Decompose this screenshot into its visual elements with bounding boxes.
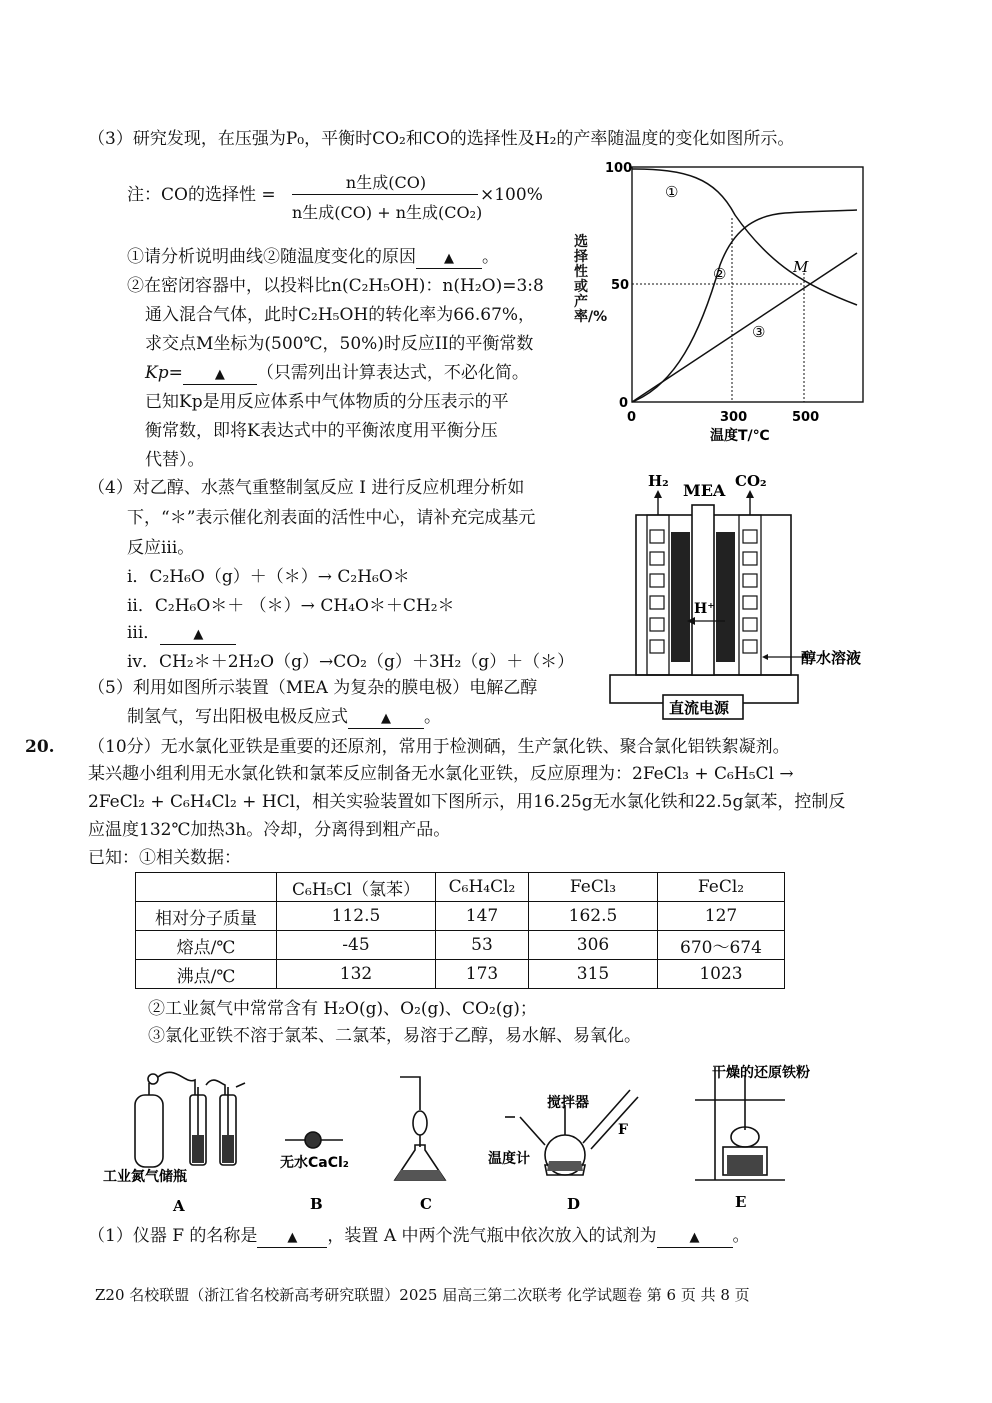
anode-answer-blank[interactable]: ▲ bbox=[348, 710, 424, 729]
label-thermometer: 温度计 bbox=[488, 1151, 530, 1167]
q20-number: 20. bbox=[25, 737, 55, 757]
table-cell: 670～674 bbox=[658, 931, 785, 960]
label-f: F bbox=[618, 1122, 628, 1138]
reaction-ii: ii．C₂H₆O＊＋ （＊）→ CH₄O＊＋CH₂＊ bbox=[127, 596, 455, 616]
curve-label-2: ② bbox=[713, 265, 727, 283]
table-cell: 熔点/℃ bbox=[136, 931, 277, 960]
membrane-left bbox=[671, 532, 690, 662]
apparatus-b bbox=[285, 1132, 343, 1148]
q20-1: （1）仪器 F 的名称是 ▲ ，装置 A 中两个洗气瓶中依次放入的试剂为 ▲ 。 bbox=[88, 1226, 750, 1246]
q4-l1: （4）对乙醇、水蒸气重整制氢反应 I 进行反应机理分析如 bbox=[88, 478, 525, 498]
table-row bbox=[136, 902, 785, 931]
fraction-times: ×100% bbox=[480, 185, 543, 205]
reaction-iii: iii． ▲ bbox=[127, 622, 236, 645]
f-name-blank[interactable]: ▲ bbox=[257, 1229, 327, 1248]
q5-l2: 制氢气，写出阳极电极反应式 ▲ 。 bbox=[127, 707, 441, 727]
letter-b: B bbox=[310, 1195, 323, 1213]
q3-sub2-l1: ②在密闭容器中，以投料比n(C₂H₅OH)：n(H₂O)=3:8 bbox=[127, 276, 544, 296]
reaction-iv: iv．CH₂＊＋2H₂O（g）→CO₂（g）＋3H₂（g）＋（＊） bbox=[127, 652, 575, 672]
q4-l3: 反应iii。 bbox=[127, 538, 195, 558]
electrolysis-cell bbox=[600, 470, 875, 725]
x-axis-label: 温度T/℃ bbox=[710, 428, 770, 444]
reagent-blank[interactable]: ▲ bbox=[657, 1229, 733, 1248]
apparatus-c bbox=[395, 1077, 445, 1180]
table-cell: 相对分子质量 bbox=[136, 902, 277, 931]
power-label: 直流电源 bbox=[669, 699, 730, 717]
letter-e: E bbox=[735, 1193, 747, 1211]
q3-note-prefix: 注：CO的选择性 = bbox=[127, 185, 276, 205]
ytick-50: 50 bbox=[611, 278, 630, 293]
mea-label: MEA bbox=[683, 481, 726, 500]
table-cell: 112.5 bbox=[277, 902, 436, 931]
ytick-100: 100 bbox=[605, 161, 633, 176]
known-2: ②工业氮气中常常含有 H₂O(g)、O₂(g)、CO₂(g)； bbox=[148, 999, 537, 1019]
answer-blank[interactable]: ▲ bbox=[416, 250, 482, 269]
q3-sub2-l4: Kp= ▲ （只需列出计算表达式，不必化简。 bbox=[145, 363, 529, 383]
co2-label: CO₂ bbox=[735, 472, 767, 490]
solution-label: 醇水溶液 bbox=[801, 649, 862, 667]
q3-sub2-l6: 衡常数，即将K表达式中的平衡浓度用平衡分压 bbox=[145, 421, 498, 441]
table-cell: FeCl₂ bbox=[658, 873, 785, 902]
label-e-text: 干燥的还原铁粉 bbox=[712, 1065, 810, 1081]
label-b-text: 无水CaCl₂ bbox=[280, 1155, 349, 1171]
table-cell: 127 bbox=[658, 902, 785, 931]
fraction-bar bbox=[292, 194, 478, 195]
q20-known: 已知：①相关数据： bbox=[88, 848, 241, 868]
label-a-text: 工业氮气储瓶 bbox=[103, 1169, 187, 1185]
letter-c: C bbox=[420, 1195, 432, 1213]
q3-sub2-l2: 通入混合气体，此时C₂H₅OH的转化率为66.67%， bbox=[145, 305, 536, 325]
table-cell: C₆H₅Cl（氯苯） bbox=[277, 873, 436, 902]
table-cell: 173 bbox=[436, 960, 529, 989]
table-row bbox=[136, 960, 785, 989]
page-footer: Z20 名校联盟（浙江省名校新高考研究联盟）2025 届高三第二次联考 化学试题卷 第 6 页 共 8 页 bbox=[95, 1286, 750, 1304]
membrane-right bbox=[716, 532, 735, 662]
data-table bbox=[135, 872, 785, 989]
fraction-numerator: n生成(CO) bbox=[345, 173, 427, 192]
q20-l4: 应温度132℃加热3h。冷却，分离得到粗产品。 bbox=[88, 820, 451, 840]
q3-sub2-l3: 求交点M坐标为(500℃，50%)时反应II的平衡常数 bbox=[145, 334, 534, 354]
chart-frame bbox=[632, 167, 863, 402]
q5-l1: （5）利用如图所示装置（MEA 为复杂的膜电极）电解乙醇 bbox=[88, 678, 538, 698]
table-header-row bbox=[136, 873, 785, 902]
label-stirrer: 搅拌器 bbox=[547, 1095, 589, 1111]
ytick-0: 0 bbox=[619, 396, 629, 411]
curve-label-1: ① bbox=[665, 183, 679, 201]
table-cell: 53 bbox=[436, 931, 529, 960]
fraction-denominator: n生成(CO) + n生成(CO₂) bbox=[292, 203, 483, 222]
table-cell: 306 bbox=[529, 931, 658, 960]
q20-l1: （10分）无水氯化亚铁是重要的还原剂，常用于检测硒，生产氯化铁、聚合氯化铝铁絮凝剂。 bbox=[88, 737, 790, 757]
xtick-0: 0 bbox=[627, 410, 637, 425]
table-cell: 315 bbox=[529, 960, 658, 989]
curve-3 bbox=[632, 253, 857, 402]
mea-center bbox=[692, 505, 714, 675]
table-cell: 162.5 bbox=[529, 902, 658, 931]
h2-label: H₂ bbox=[648, 472, 669, 490]
xtick-500: 500 bbox=[792, 410, 820, 425]
curve-2 bbox=[632, 210, 857, 402]
q3-line1: （3）研究发现，在压强为P₀，平衡时CO₂和CO的选择性及H₂的产率随温度的变化如图所示。 bbox=[88, 129, 795, 149]
letter-d: D bbox=[567, 1195, 581, 1213]
reaction-iii-blank[interactable]: ▲ bbox=[160, 626, 236, 645]
reaction-i: i．C₂H₆O（g）＋（＊）→ C₂H₆O＊ bbox=[127, 567, 410, 587]
hplus-label: H⁺ bbox=[694, 601, 715, 617]
q20-l3: 2FeCl₂ + C₆H₄Cl₂ + HCl，相关实验装置如下图所示，用16.25g无水氯化铁和22.5g氯苯，控制反 bbox=[88, 792, 846, 812]
table-row bbox=[136, 931, 785, 960]
q3-sub2-l5: 已知Kp是用反应体系中气体物质的分压表示的平 bbox=[145, 392, 509, 412]
xtick-300: 300 bbox=[720, 410, 748, 425]
y-axis-label: 选择性或产率/% bbox=[574, 234, 608, 325]
kp-answer-blank[interactable]: ▲ bbox=[183, 366, 257, 385]
q3-sub1: ①请分析说明曲线②随温度变化的原因 ▲ 。 bbox=[127, 247, 499, 267]
table-cell: -45 bbox=[277, 931, 436, 960]
table-cell bbox=[136, 873, 277, 902]
apparatus-diagram bbox=[95, 1055, 835, 1215]
point-label-m: M bbox=[793, 258, 809, 276]
letter-a: A bbox=[173, 1197, 185, 1215]
table-cell: 147 bbox=[436, 902, 529, 931]
table-cell: 1023 bbox=[658, 960, 785, 989]
q4-l2: 下，“＊”表示催化剂表面的活性中心，请补充完成基元 bbox=[127, 508, 536, 528]
known-3: ③氯化亚铁不溶于氯苯、二氯苯，易溶于乙醇，易水解、易氧化。 bbox=[148, 1026, 641, 1046]
table-cell: C₆H₄Cl₂ bbox=[436, 873, 529, 902]
table-cell: 132 bbox=[277, 960, 436, 989]
curve-label-3: ③ bbox=[752, 323, 766, 341]
table-cell: FeCl₃ bbox=[529, 873, 658, 902]
selectivity-chart bbox=[575, 155, 875, 450]
table-cell: 沸点/℃ bbox=[136, 960, 277, 989]
q20-l2: 某兴趣小组利用无水氯化铁和氯苯反应制备无水氯化亚铁，反应原理为：2FeCl₃ + C₆H₅Cl → bbox=[88, 764, 794, 784]
q3-sub2-l7: 代替）。 bbox=[145, 450, 205, 470]
